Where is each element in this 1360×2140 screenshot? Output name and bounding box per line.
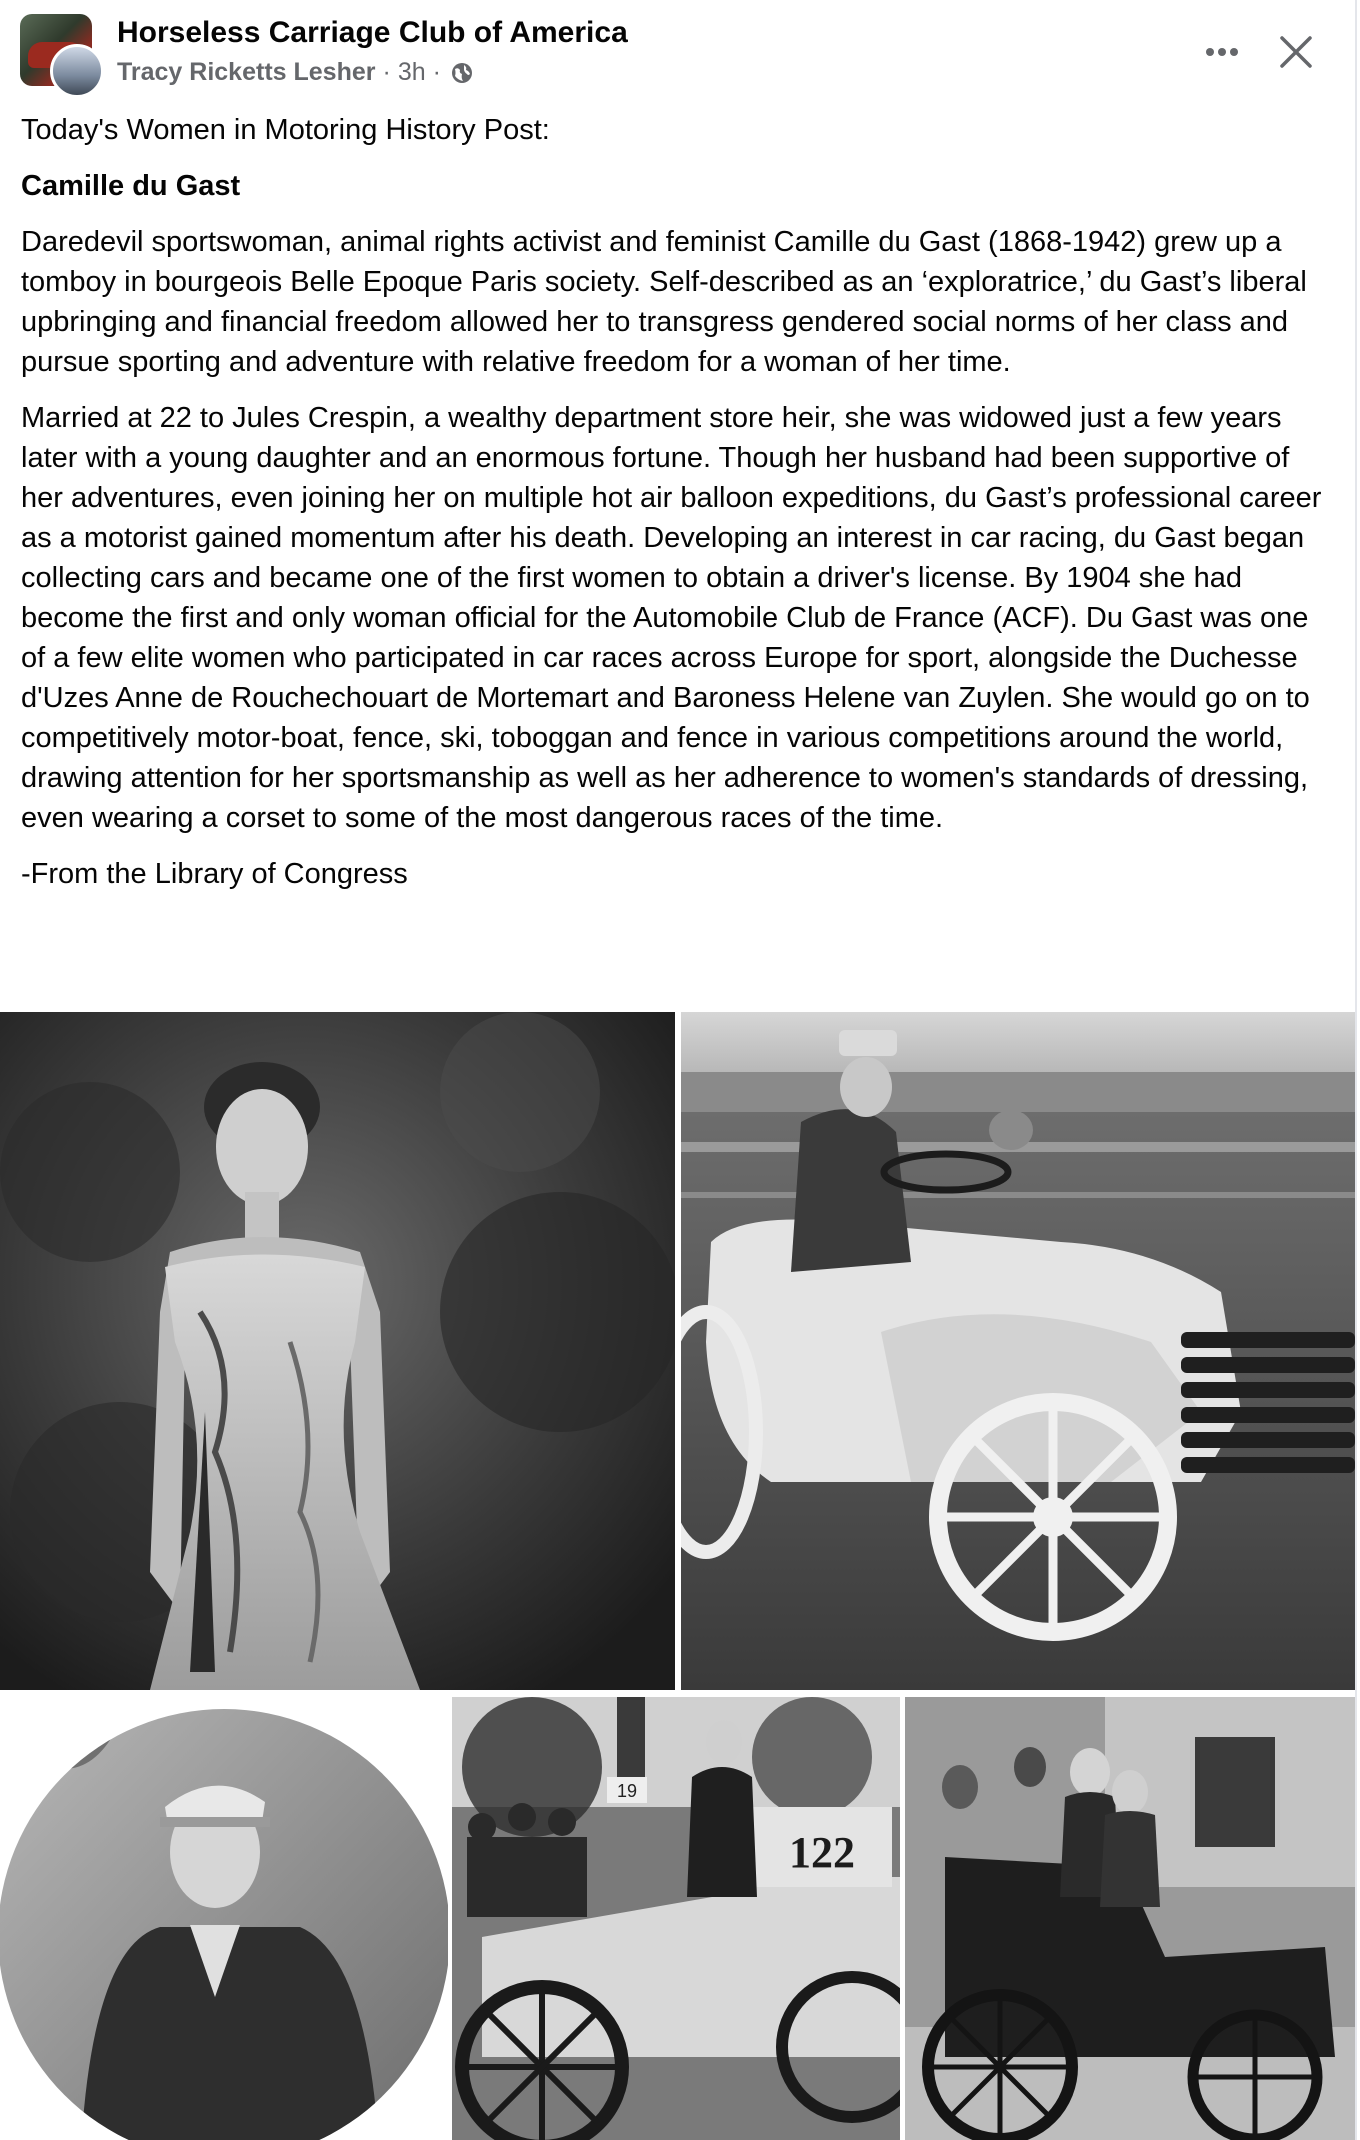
post-meta xyxy=(117,58,474,87)
meta-separator: · xyxy=(382,58,391,86)
post-body xyxy=(21,110,1336,910)
meta-separator-2: · xyxy=(432,58,441,86)
author-name-link[interactable]: Tracy Ricketts Lesher xyxy=(117,58,376,86)
car-sign-label: 19 xyxy=(616,1781,638,1801)
photo-carriage-dogs[interactable] xyxy=(905,1697,1355,2140)
page-name-link[interactable]: Horseless Carriage Club of America xyxy=(117,16,628,49)
more-options-icon[interactable] xyxy=(1200,30,1244,74)
post-intro: Today's Women in Motoring History Post: xyxy=(21,114,550,146)
car-number-label: 122 xyxy=(789,1828,855,1877)
photo-portrait-gown[interactable] xyxy=(0,1012,675,1690)
globe-icon[interactable] xyxy=(450,61,474,85)
photo-car-122[interactable] xyxy=(452,1697,900,2140)
author-avatar[interactable] xyxy=(50,44,104,98)
post-header xyxy=(0,0,1355,110)
post-timestamp[interactable]: 3h xyxy=(397,58,426,86)
photo-race-car-driving[interactable] xyxy=(681,1012,1355,1690)
post-heading: Camille du Gast xyxy=(21,170,241,202)
close-icon[interactable] xyxy=(1270,26,1322,78)
page-avatar[interactable] xyxy=(20,14,98,92)
post-paragraph-2: Married at 22 to Jules Crespin, a wealthy department store heir, she was widowed just a few years later with a young daughter and an enormous fortune. Though her husband had been supportive of her adventures, even joining her on multiple hot air balloon expeditions, du Gast’s professional career as a motorist gained momentum after his death. Developing an interest in car racing, du Gast began collecting cars and became one of the first women to obtain a driver's license. By 1904 she had become the first and only woman official for the Automobile Club de France (ACF). Du Gast was one of a few elite women who participated in car races across Europe for sport, alongside the Duchesse d'Uzes Anne de Rouchechouart de Mortemart and Baroness Helene van Zuylen. She would go on to competitively motor-boat, fence, ski, toboggan and fence in various competitions around the world, drawing attention for her sportsmanship as well as her adherence to women's standards of dressing, even wearing a corset to some of the most dangerous races of the time. xyxy=(21,402,1322,834)
post-source: -From the Library of Congress xyxy=(21,858,408,890)
photo-portrait-cap[interactable] xyxy=(0,1697,448,2140)
post-paragraph-1: Daredevil sportswoman, animal rights activist and feminist Camille du Gast (1868-1942) grew up a tomboy in bourgeois Belle Epoque Paris society. Self-described as an ‘exploratrice,’ du Gast’s liberal upbringing and financial freedom allowed her to transgress gendered social norms of her class and pursue sporting and adventure with relative freedom for a woman of her time. xyxy=(21,226,1307,378)
